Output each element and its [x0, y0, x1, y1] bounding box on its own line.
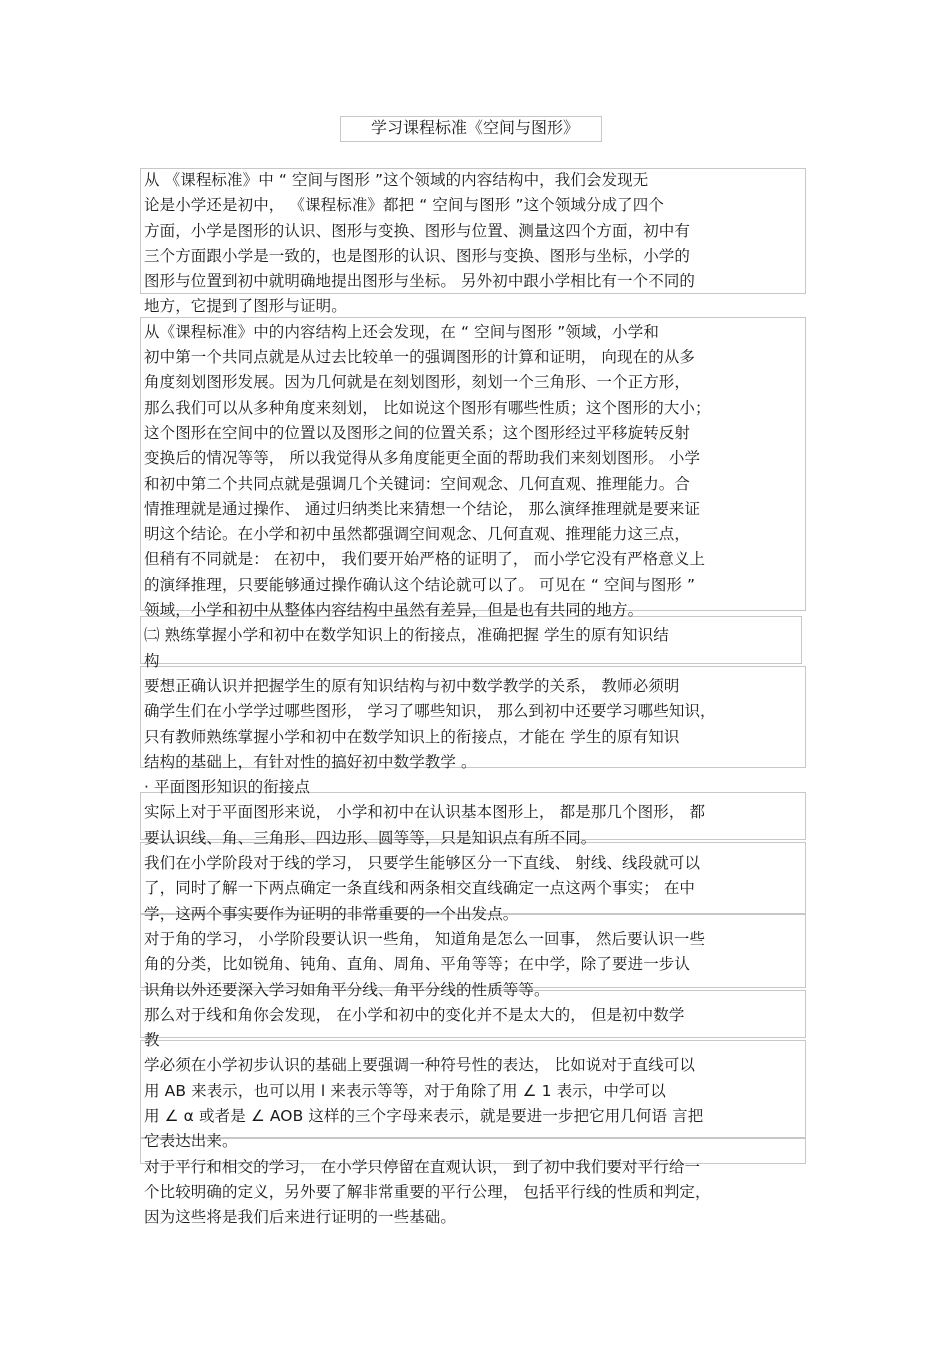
paragraph	[144, 800, 806, 851]
text-line: 只有教师熟练掌握小学和初中在数学知识上的衔接点，才能在 学生的原有知识	[144, 727, 680, 746]
text-line: 变换后的情况等等， 所以我觉得从多角度能更全面的帮助我们来刻划图形。 小学	[144, 449, 701, 468]
text-line: 但稍有不同就是： 在初中， 我们要开始严格的证明了， 而小学它没有严格意义上	[144, 550, 706, 569]
text-line: 要认识线、角、三角形、四边形、圆等等，只是知识点有所不同。	[144, 828, 597, 847]
text-line: 领域，小学和初中从整体内容结构中虽然有差异，但是也有共同的地方。	[144, 601, 644, 620]
section-heading	[144, 623, 806, 674]
text-line: ㈡ 熟练掌握小学和初中在数学知识上的衔接点，准确把握 学生的原有知识结	[144, 626, 669, 645]
text-line: 结构的基础上，有针对性的搞好初中数学教学 。	[144, 752, 477, 771]
text-line: 那么我们可以从多种角度来刻划， 比如说这个图形有哪些性质；这个图形的大小；	[144, 398, 711, 417]
text-line: 从 《课程标准》中 “ 空间与图形 ”这个领域的内容结构中，我们会发现无	[144, 171, 649, 189]
paragraph	[144, 320, 806, 624]
text-line: 对于平行和相交的学习， 在小学只停留在直观认识， 到了初中我们要对平行给一	[144, 1157, 701, 1176]
paragraph	[144, 674, 806, 775]
text-line: 实际上对于平面图形来说， 小学和初中在认识基本图形上， 都是那几个图形， 都	[144, 803, 706, 822]
text-line: 方面，小学是图形的认识、图形与变换、图形与位置、测量这四个方面，初中有	[144, 221, 691, 240]
text-line: 对于角的学习， 小学阶段要认识一些角， 知道角是怎么一回事， 然后要认识一些	[144, 929, 706, 948]
paragraph	[144, 1003, 806, 1054]
text-line: 了，同时了解一下两点确定一条直线和两条相交直线确定一点这两个事实； 在中	[144, 879, 696, 898]
text-line: 明这个结论。在小学和初中虽然都强调空间观念、几何直观、推理能力这三点，	[144, 525, 691, 544]
paragraph	[144, 927, 806, 1003]
text-line: 图形与位置到初中就明确地提出图形与坐标。 另外初中跟小学相比有一个不同的	[144, 272, 696, 291]
text-line: 要想正确认识并把握学生的原有知识结构与初中数学教学的关系， 教师必须明	[144, 676, 680, 695]
text-line: 学必须在小学初步认识的基础上要强调一种符号性的表达， 比如说对于直线可以	[144, 1056, 696, 1075]
text-line: 从《课程标准》中的内容结构上还会发现，在 “ 空间与图形 ”领域，小学和	[144, 322, 659, 341]
text-line: 用 ∠ α 或者是 ∠ AOB 这样的三个字母来表示，就是要进一步把它用几何语 言把	[144, 1106, 704, 1125]
text-line: 学，这两个事实要作为证明的非常重要的一个出发点。	[144, 904, 519, 923]
text-line: 确学生们在小学学过哪些图形， 学习了哪些知识， 那么到初中还要学习哪些知识，	[144, 702, 716, 721]
text-line: 地方，它提到了图形与证明。	[144, 297, 347, 316]
document-body	[144, 168, 806, 1230]
paragraph	[144, 851, 806, 927]
text-line: 初中第一个共同点就是从过去比较单一的强调图形的计算和证明， 向现在的从多	[144, 348, 696, 367]
text-line: 它表达出来。	[144, 1132, 238, 1151]
text-line: 情推理就是通过操作、 通过归纳类比来猜想一个结论， 那么演绎推理就是要来证	[144, 499, 701, 518]
text-line: · 平面图形知识的衔接点	[144, 778, 311, 797]
text-line: 构	[144, 651, 160, 670]
text-line: 那么对于线和角你会发现， 在小学和初中的变化并不是太大的， 但是初中数学	[144, 1005, 685, 1024]
subsection-heading	[144, 775, 806, 800]
paragraph	[144, 1053, 806, 1154]
text-line: 因为这些将是我们后来进行证明的一些基础。	[144, 1208, 457, 1227]
document-title: 学习课程标准《空间与图形》	[370, 118, 579, 137]
text-line: 角度刻划图形发展。因为几何就是在刻划图形，刻划一个三角形、一个正方形，	[144, 373, 691, 392]
text-line: 个比较明确的定义，另外要了解非常重要的平行公理， 包括平行线的性质和判定，	[144, 1182, 711, 1201]
paragraph	[144, 168, 806, 320]
paragraph	[144, 1155, 806, 1231]
text-line: 论是小学还是初中， 《课程标准》都把 “ 空间与图形 ”这个领域分成了四个	[144, 196, 664, 215]
text-line: 识角以外还要深入学习如角平分线、角平分线的性质等等。	[144, 980, 550, 999]
text-line: 的演绎推理，只要能够通过操作确认这个结论就可以了。 可见在 “ 空间与图形 ”	[144, 575, 696, 594]
text-line: 角的分类，比如锐角、钝角、直角、周角、平角等等；在中学，除了要进一步认	[144, 955, 691, 974]
text-line: 和初中第二个共同点就是强调几个关键词：空间观念、几何直观、推理能力。合	[144, 474, 691, 493]
text-line: 我们在小学阶段对于线的学习， 只要学生能够区分一下直线、 射线、线段就可以	[144, 854, 701, 873]
text-line: 用 AB 来表示，也可以用 l 来表示等等，对于角除了用 ∠ 1 表示，中学可以	[144, 1081, 666, 1100]
text-line: 教	[144, 1031, 160, 1050]
text-line: 三个方面跟小学是一致的，也是图形的认识、图形与变换、图形与坐标，小学的	[144, 246, 691, 265]
text-line: 这个图形在空间中的位置以及图形之间的位置关系；这个图形经过平移旋转反射	[144, 423, 691, 442]
